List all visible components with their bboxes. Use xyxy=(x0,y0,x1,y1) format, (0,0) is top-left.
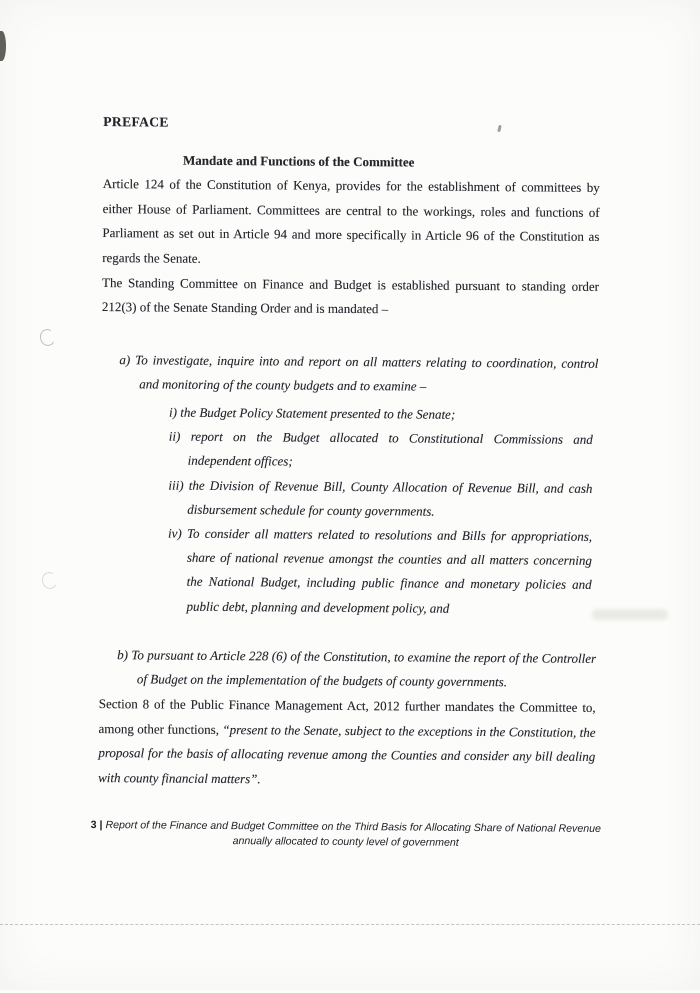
sub-item-i-text: the Budget Policy Statement presented to the Senate; xyxy=(180,404,456,422)
sub-list xyxy=(99,400,598,622)
list-item-b xyxy=(117,643,596,696)
preface-heading: PREFACE xyxy=(103,114,169,130)
footer-separator: | xyxy=(99,819,103,832)
sub-item-iv xyxy=(167,522,592,622)
paragraph-section-8-quote: “present to the Senate, subject to the exceptions in the Constitution, the proposal for the basis of allocating revenue among the Counties and consider any bill dealing with county financial matters”. xyxy=(98,721,596,787)
paragraph-standing-committee: The Standing Committee on Finance and Budget is established pursuant to standing order 212(3) of the Senate Standing Order and is mandated – xyxy=(101,274,600,317)
paragraph-section-8-lead: Section 8 of the Public Finance Management Act, 2012 further mandates the Committee to, among other functions, xyxy=(98,695,596,737)
sub-item-iii xyxy=(168,473,592,525)
sub-item-ii-label: ii) xyxy=(168,428,181,444)
sub-item-iv-label: iv) xyxy=(168,525,182,541)
footer-report-title: Report of the Finance and Budget Committee on the Third Basis for Allocating Share of National Revenue xyxy=(105,819,601,835)
sub-item-ii xyxy=(169,425,593,477)
list-item-a-text: To investigate, inquire into and report on all matters relating to coordination, control and monitoring of the county budgets and to examine – xyxy=(135,352,599,394)
sub-item-iv-text: To consider all matters related to resolutions and Bills for appropriations, share of national revenue amongst the counties and all matters concerning the National Budget, including public finance and monetary policies and public debt, planning and development policy, and xyxy=(186,525,593,616)
sub-item-iii-text: the Division of Revenue Bill, County Allocation of Revenue Bill, and cash disbursement schedule for county governments. xyxy=(187,477,593,519)
paragraph-section-8 xyxy=(98,692,596,794)
document-body xyxy=(98,110,600,794)
section-subtitle: Mandate and Functions of the Committee xyxy=(182,152,415,170)
list-item-a-label: a) xyxy=(119,351,131,368)
sub-item-i-label: i) xyxy=(168,404,178,420)
list-item-b-label: b) xyxy=(117,646,129,663)
page-footer xyxy=(76,818,616,851)
paragraph-article-124: Article 124 of the Constitution of Kenya, provides for the establishment of committees by either House of Parliament. Committees are central to the workings, roles and functions of Parliament as set out in Article 94 and more specifically in Article 96 of the Constitution as regards the Senate. xyxy=(102,176,600,266)
page-number: 3 xyxy=(90,818,97,832)
sub-item-iii-label: iii) xyxy=(168,477,184,493)
list-item-b-text: To pursuant to Article 228 (6) of the Constitution, to examine the report of the Controller of Budget on the implementation of the budgets of county governments. xyxy=(131,647,597,690)
footer-report-subtitle: annually allocated to county level of government xyxy=(232,834,459,849)
list-item-a xyxy=(119,348,598,401)
sub-item-i xyxy=(169,401,593,429)
sub-item-ii-text: report on the Budget allocated to Constitutional Commissions and independent offices; xyxy=(187,428,593,469)
